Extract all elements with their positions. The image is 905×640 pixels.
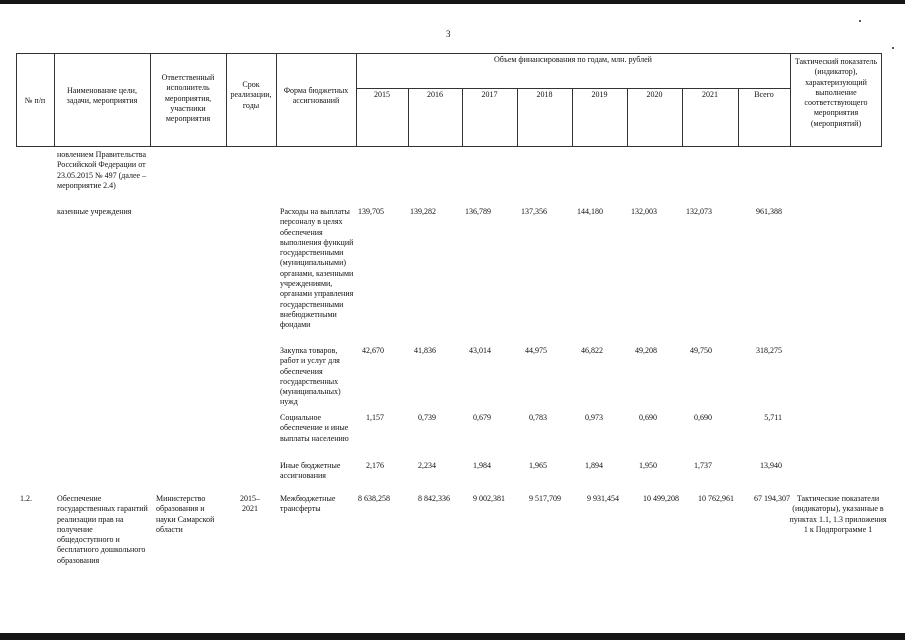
col-border	[276, 53, 277, 147]
value-cell: 132,073	[686, 207, 712, 216]
col-border	[226, 53, 227, 147]
header-year: 2019	[591, 90, 608, 99]
table-top-line	[16, 53, 882, 54]
value-cell: 0,690	[639, 413, 657, 422]
form-text: Социальное обеспечение и иные выплаты населению	[280, 413, 349, 443]
value-cell: 13,940	[760, 461, 782, 470]
header-term: Срок реализации, годы	[230, 80, 272, 110]
kazennye-label: казенные учреждения	[57, 207, 132, 216]
value-cell: 2,234	[418, 461, 436, 470]
header-year: 2018	[536, 90, 553, 99]
header-form: Форма бюджетных ассигнований	[283, 86, 349, 106]
item-number: 1.2.	[20, 494, 32, 503]
value-cell: 9 931,454	[587, 494, 619, 503]
page-number: 3	[446, 29, 451, 39]
years-subheader-line	[356, 88, 790, 89]
value-cell: 8 842,336	[418, 494, 450, 503]
value-cell: 41,836	[414, 346, 436, 355]
col-border	[150, 53, 151, 147]
header-year: Всего	[754, 90, 774, 99]
value-cell: 139,705	[358, 207, 384, 216]
value-cell: 43,014	[469, 346, 491, 355]
value-cell: 1,737	[694, 461, 712, 470]
header-year: 2021	[702, 90, 718, 99]
value-cell: 961,388	[756, 207, 782, 216]
value-cell: 9 002,381	[473, 494, 505, 503]
header-indicator: Тактический показатель (индикатор), характеризующий выполнение соответствующего мероприятия (мероприятий)	[794, 57, 878, 128]
form-text: Закупка товаров, работ и услуг для обеспечения государственных (муниципальных) нужд	[280, 346, 341, 407]
form-text: Иные бюджетные ассигнования	[280, 461, 341, 481]
value-cell: 49,208	[635, 346, 657, 355]
item-term: 2015–2021	[240, 494, 260, 514]
col-border	[881, 53, 882, 147]
scan-speck	[859, 20, 861, 22]
value-cell: 9 517,709	[529, 494, 561, 503]
header-responsible: Ответственный исполнитель мероприятия, участники мероприятия	[161, 73, 215, 124]
form-text: Расходы на выплаты персоналу в целях обеспечения выполнения функций государственными (муниципальными) органами, казенными учреждениями, органами управления государственными внебюджетными фондами	[280, 207, 354, 330]
value-cell: 49,750	[690, 346, 712, 355]
value-cell: 318,275	[756, 346, 782, 355]
header-year: 2020	[646, 90, 663, 99]
value-cell: 10 762,961	[698, 494, 734, 503]
value-cell: 2,176	[366, 461, 384, 470]
value-cell: 0,973	[585, 413, 603, 422]
value-cell: 0,679	[473, 413, 491, 422]
value-cell: 137,356	[521, 207, 547, 216]
value-cell: 0,739	[418, 413, 436, 422]
value-cell: 132,003	[631, 207, 657, 216]
scan-top-border	[0, 0, 905, 4]
continued-item-text: новлением Правительства Российской Федерации от 23.05.2015 № 497 (далее – мероприятие 2.4)	[57, 150, 147, 190]
value-cell: 1,984	[473, 461, 491, 470]
header-num: № п/п	[24, 96, 46, 105]
value-cell: 10 499,208	[643, 494, 679, 503]
header-year: 2017	[481, 90, 498, 99]
value-cell: 139,282	[410, 207, 436, 216]
value-cell: 44,975	[525, 346, 547, 355]
header-bottom-line	[16, 146, 882, 147]
col-border	[54, 53, 55, 147]
item-indicator: Тактические показатели (индикаторы), указанные в пунктах 1.1, 1.3 приложения 1 к Подпрограмме 1	[789, 494, 887, 534]
value-cell: 46,822	[581, 346, 603, 355]
item-form: Межбюджетные трансферты	[280, 494, 336, 514]
value-cell: 0,783	[529, 413, 547, 422]
value-cell: 136,789	[465, 207, 491, 216]
value-cell: 1,950	[639, 461, 657, 470]
value-cell: 1,157	[366, 413, 384, 422]
value-cell: 1,965	[529, 461, 547, 470]
value-cell: 1,894	[585, 461, 603, 470]
header-year: 2016	[427, 90, 443, 99]
value-cell: 0,690	[694, 413, 712, 422]
value-cell: 8 638,258	[358, 494, 390, 503]
value-cell: 5,711	[764, 413, 782, 422]
value-cell: 144,180	[577, 207, 603, 216]
scan-speck	[892, 47, 894, 49]
col-border	[790, 53, 791, 147]
scan-bottom-border	[0, 633, 905, 640]
item-responsible: Министерство образования и науки Самарской области	[156, 494, 215, 534]
value-cell: 67 194,307	[754, 494, 790, 503]
header-year: 2015	[374, 90, 390, 99]
header-financing: Объем финансирования по годам, млн. рублей	[494, 55, 652, 64]
header-name: Наименование цели, задачи, мероприятия	[66, 86, 138, 106]
item-name: Обеспечение государственных гарантий реализации прав на получение общедоступного и бесплатного дошкольного образования	[57, 494, 148, 565]
value-cell: 42,670	[362, 346, 384, 355]
